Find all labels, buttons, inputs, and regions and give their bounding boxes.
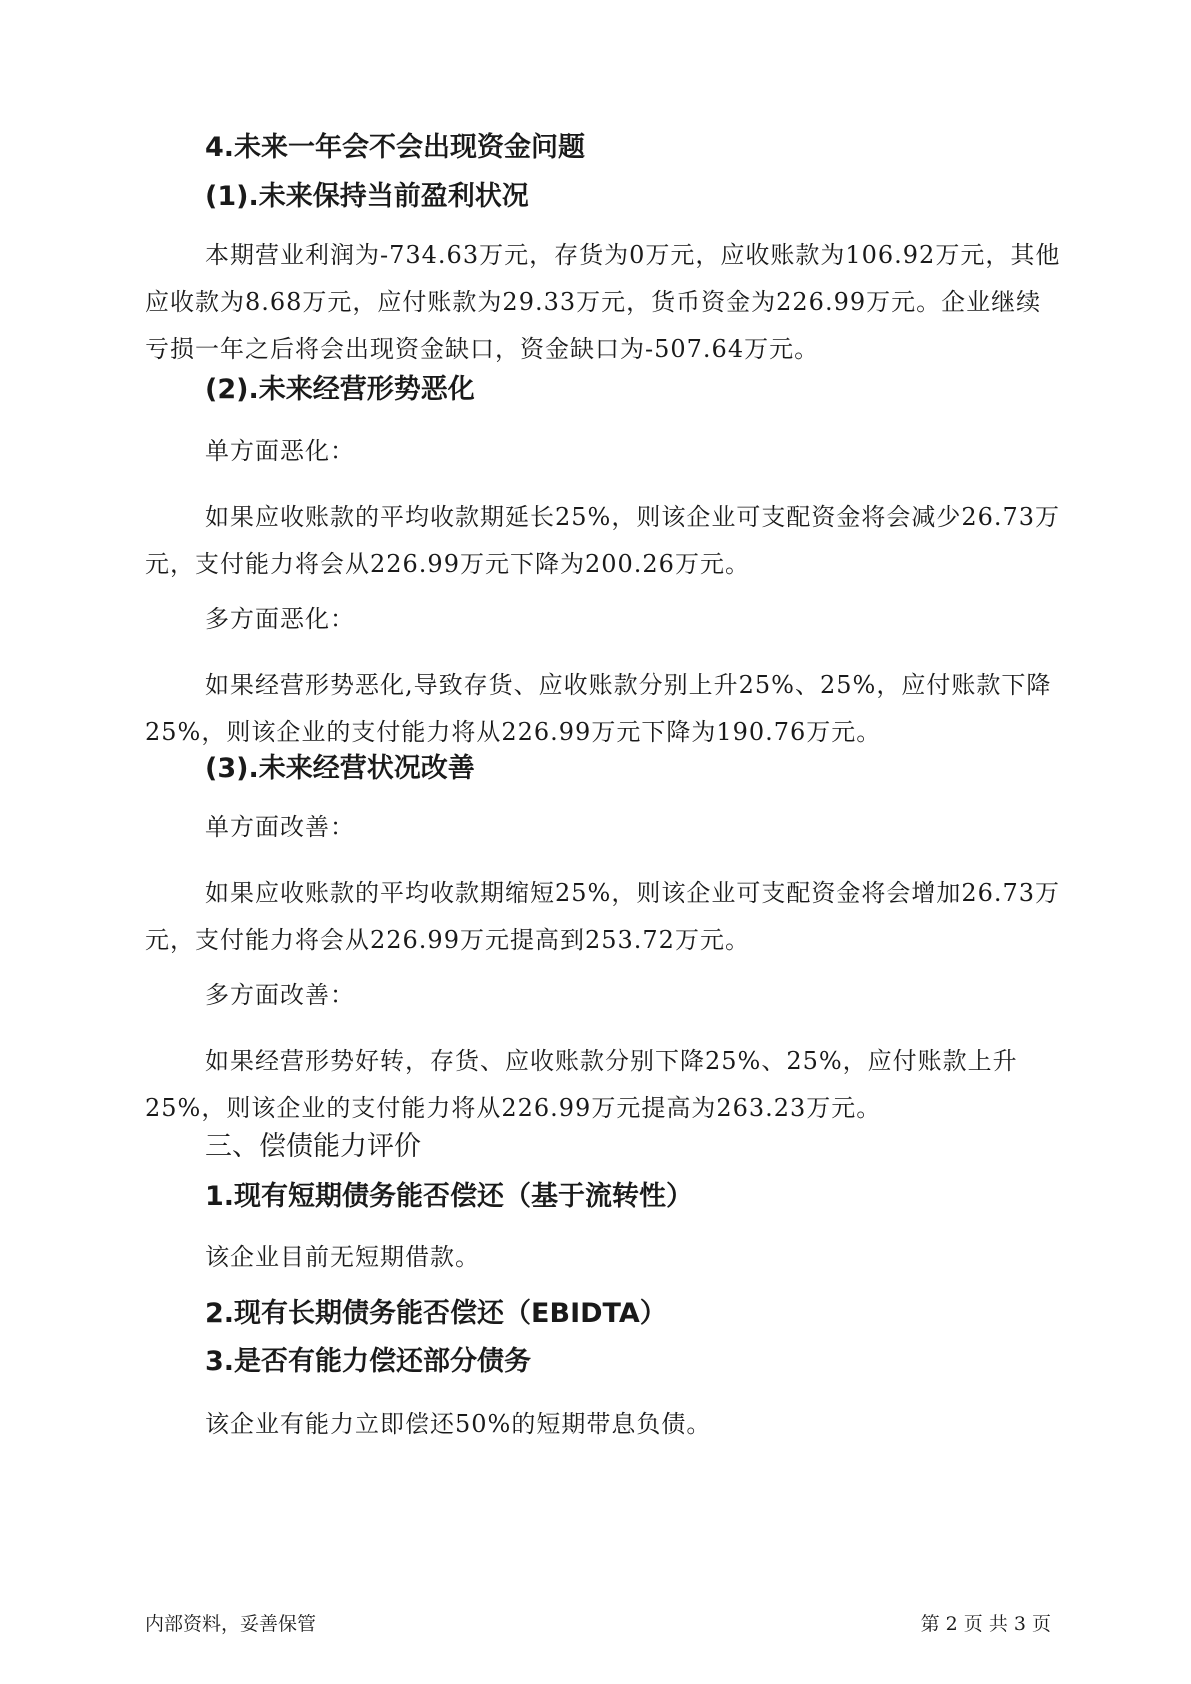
section-4-3-multi-label: 多方面改善： bbox=[205, 981, 355, 1009]
section-4-2-multi-paragraph: 如果经营形势恶化,导致存货、应收账款分别上升25%、25%，应付账款下降25%，则该企业的支付能力将从226.99万元下降为190.76万元。 bbox=[145, 671, 1052, 746]
section-4-1-paragraph: 本期营业利润为-734.63万元，存货为0万元，应收账款为106.92万元，其他应收款为8.68万元，应付账款为29.33万元，货币资金为226.99万元。企业继续亏损一年之后将会出现资金缺口，资金缺口为-507.64万元。 bbox=[145, 241, 1061, 363]
section-4-3-single-label: 单方面改善： bbox=[205, 813, 355, 841]
footer-page-number: 第 2 页 共 3 页 bbox=[920, 1613, 1051, 1635]
section-4-3-multi-paragraph: 如果经营形势好转，存货、应收账款分别下降25%、25%，应付账款上升25%，则该企业的支付能力将从226.99万元提高为263.23万元。 bbox=[145, 1047, 1018, 1122]
section-4-2-single-label: 单方面恶化： bbox=[205, 437, 355, 465]
section-4-2-title: (2).未来经营形势恶化 bbox=[205, 374, 475, 405]
section-3-title: 三、偿债能力评价 bbox=[205, 1131, 421, 1162]
section-4-title: 4.未来一年会不会出现资金问题 bbox=[205, 132, 586, 163]
footer-confidential-note: 内部资料，妥善保管 bbox=[145, 1613, 317, 1635]
section-4-2-single-paragraph: 如果应收账款的平均收款期延长25%，则该企业可支配资金将会减少26.73万元，支付能力将会从226.99万元下降为200.26万元。 bbox=[145, 503, 1061, 578]
section-3-3-title: 3.是否有能力偿还部分债务 bbox=[205, 1346, 532, 1377]
section-4-3-single-paragraph: 如果应收账款的平均收款期缩短25%，则该企业可支配资金将会增加26.73万元，支付能力将会从226.99万元提高到253.72万元。 bbox=[145, 879, 1061, 954]
section-3-2-title: 2.现有长期债务能否偿还（EBIDTA） bbox=[205, 1298, 667, 1329]
section-4-1-title: (1).未来保持当前盈利状况 bbox=[205, 181, 529, 212]
section-4-3-title: (3).未来经营状况改善 bbox=[205, 753, 475, 784]
section-3-1-title: 1.现有短期债务能否偿还（基于流转性） bbox=[205, 1181, 694, 1212]
section-4-2-multi-label: 多方面恶化： bbox=[205, 605, 355, 633]
section-3-1-paragraph: 该企业目前无短期借款。 bbox=[205, 1243, 480, 1271]
section-3-3-paragraph: 该企业有能力立即偿还50%的短期带息负债。 bbox=[205, 1410, 712, 1438]
